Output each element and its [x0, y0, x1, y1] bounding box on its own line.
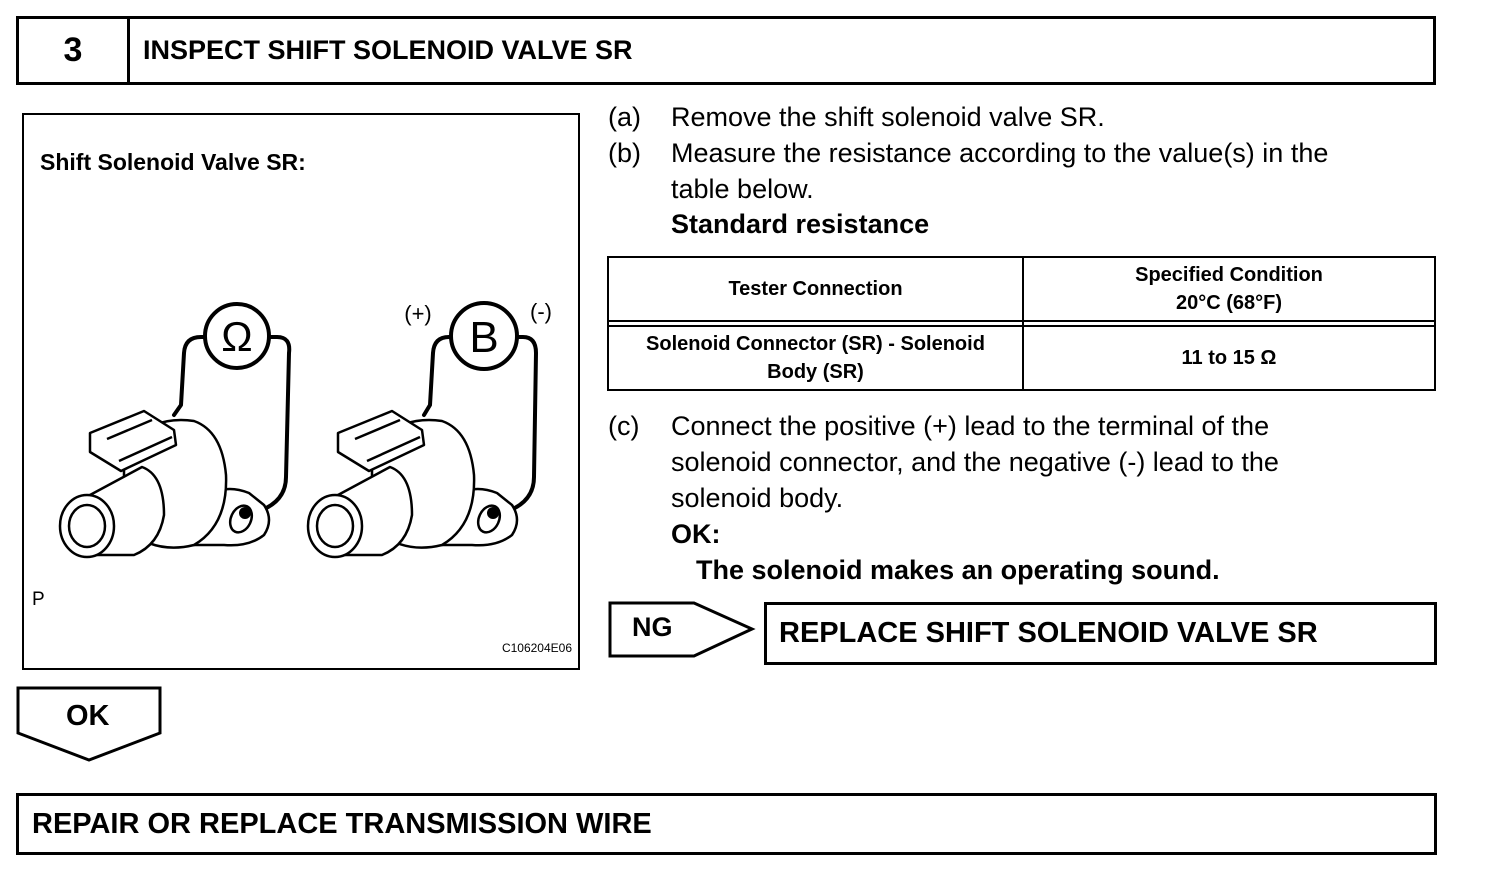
step-title: INSPECT SHIFT SOLENOID VALVE SR	[143, 35, 633, 65]
step-header	[16, 16, 1436, 85]
standard-resistance-heading: Standard resistance	[671, 209, 930, 239]
step-b-line-1: Measure the resistance according to the value(s) in the	[671, 138, 1329, 168]
solenoid-valve-icon	[60, 411, 269, 557]
step-c-letter: (c)	[608, 411, 640, 441]
table-row-connection-line-1: Solenoid Connector (SR) - Solenoid	[646, 333, 985, 355]
ok-label: OK	[66, 700, 110, 732]
ok-criteria-label: OK:	[671, 519, 721, 549]
table-header-condition	[1024, 258, 1434, 320]
table-header-rule-1	[609, 320, 1434, 322]
step-c	[608, 408, 1438, 588]
figure-corner-label: P	[32, 589, 45, 610]
figure-code: C106204E06	[501, 641, 572, 655]
negative-label: (-)	[530, 299, 552, 324]
solenoid-valve-icon	[308, 411, 517, 557]
step-c-line-1: Connect the positive (+) lead to the terminal of the	[671, 411, 1270, 441]
ok-result-box: REPAIR OR REPLACE TRANSMISSION WIRE	[16, 793, 1437, 855]
left-positive-wire	[174, 337, 205, 415]
solenoid-illustration	[22, 113, 580, 670]
step-b-letter: (b)	[608, 138, 641, 168]
solenoid-diagram-svg	[24, 115, 578, 668]
ohmmeter-icon	[205, 304, 269, 368]
ng-label: NG	[632, 612, 673, 642]
ng-result-box: REPLACE SHIFT SOLENOID VALVE SR	[764, 602, 1437, 665]
step-a-letter: (a)	[608, 102, 641, 132]
step-b	[608, 135, 1438, 243]
step-c-line-3: solenoid body.	[671, 483, 844, 513]
right-positive-wire	[424, 337, 453, 415]
resistance-table	[607, 256, 1436, 391]
ohmmeter-symbol: Ω	[221, 313, 253, 360]
step-number: 3	[19, 19, 130, 82]
step-a-text: Remove the shift solenoid valve SR.	[671, 102, 1105, 132]
table-header-connection: Tester Connection	[728, 278, 903, 300]
table-row-condition: 11 to 15 Ω	[1181, 347, 1277, 369]
table-header-condition-line-2: 20°C (68°F)	[1175, 292, 1283, 314]
table-header-condition-line-1: Specified Condition	[1135, 264, 1323, 286]
table-row-connection-line-2: Body (SR)	[767, 361, 864, 383]
battery-icon	[451, 303, 517, 369]
battery-symbol: B	[469, 313, 499, 362]
ng-arrow-icon	[608, 601, 758, 661]
step-a	[608, 99, 1438, 135]
table-row-connection	[609, 327, 1022, 389]
positive-label: (+)	[404, 301, 432, 326]
step-b-line-2: table below.	[671, 174, 814, 204]
figure-title: Shift Solenoid Valve SR:	[40, 149, 306, 175]
ok-criteria-text: The solenoid makes an operating sound.	[696, 555, 1220, 585]
step-c-line-2: solenoid connector, and the negative (-) lead to the	[671, 447, 1279, 477]
